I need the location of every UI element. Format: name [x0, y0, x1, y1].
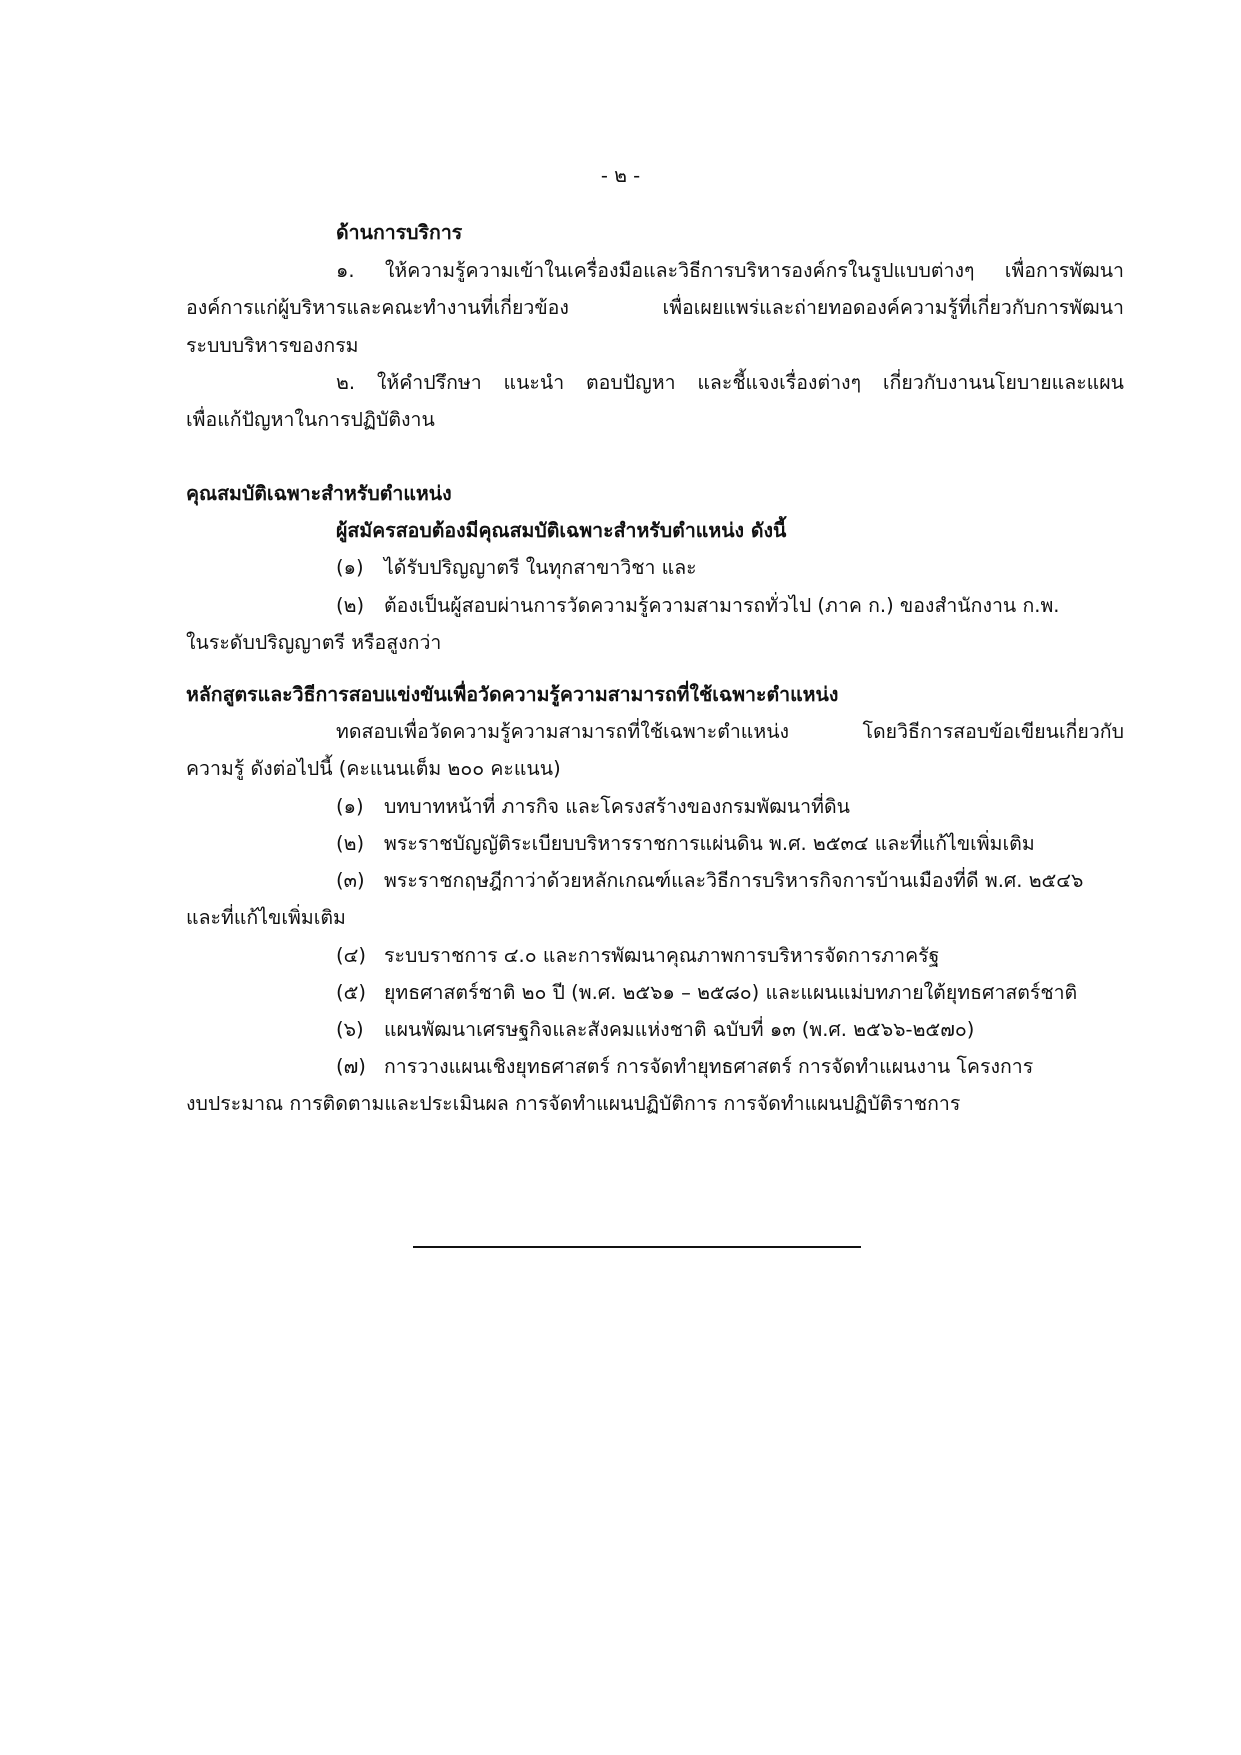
qualification-item-1: [336, 553, 697, 583]
exam-item-7-text: การวางแผนเชิงยุทธศาสตร์ การจัดทำยุทธศาสตร์ การจัดทำแผนงาน โครงการ: [384, 1055, 1034, 1078]
exam-item-6-number: (๖): [336, 1018, 364, 1041]
exam-item-6: [336, 1015, 974, 1045]
exam-item-7-continuation: งบประมาณ การติดตามและประเมินผล การจัดทำแผนปฏิบัติการ การจัดทำแผนปฏิบัติราชการ: [186, 1092, 961, 1115]
exam-item-1: [336, 792, 850, 822]
services-heading: ด้านการบริการ: [336, 221, 463, 244]
exam-item-4-number: (๔): [336, 944, 366, 967]
services-item-2-line-1: ๒. ให้คำปรึกษา แนะนำ ตอบปัญหา และชี้แจงเรื่องต่างๆ เกี่ยวกับงานนโยบายและแผน: [336, 371, 1124, 394]
exam-item-5-text: ยุทธศาสตร์ชาติ ๒๐ ปี (พ.ศ. ๒๕๖๑ – ๒๕๘๐) และแผนแม่บทภายใต้ยุทธศาสตร์ชาติ: [384, 981, 1078, 1004]
exam-item-3-text: พระราชกฤษฎีกาว่าด้วยหลักเกณฑ์และวิธีการบริหารกิจการบ้านเมืองที่ดี พ.ศ. ๒๕๔๖: [384, 869, 1084, 892]
exam-item-1-number: (๑): [336, 795, 364, 818]
qualification-item-1-number: (๑): [336, 556, 364, 579]
exam-item-4: [336, 941, 939, 971]
exam-item-2-text: พระราชบัญญัติระเบียบบริหารราชการแผ่นดิน พ.ศ. ๒๕๓๔ และที่แก้ไขเพิ่มเติม: [384, 832, 1035, 855]
qualification-item-2-text: ต้องเป็นผู้สอบผ่านการวัดความรู้ความสามารถทั่วไป (ภาค ก.) ของสำนักงาน ก.พ.: [384, 594, 1060, 617]
exam-item-3-number: (๓): [336, 869, 365, 892]
exam-item-5: [336, 978, 1077, 1008]
services-item-1-line-3: ระบบบริหารของกรม: [186, 334, 359, 357]
services-item-1-line-1: ๑. ให้ความรู้ความเข้าในเครื่องมือและวิธีการบริหารองค์กรในรูปแบบต่างๆ เพื่อการพัฒนา: [336, 259, 1124, 282]
qualifications-subheading: ผู้สมัครสอบต้องมีคุณสมบัติเฉพาะสำหรับตำแหน่ง ดังนี้: [336, 519, 787, 542]
exam-item-4-text: ระบบราชการ ๔.๐ และการพัฒนาคุณภาพการบริหารจัดการภาครัฐ: [384, 944, 940, 967]
qualification-item-2: [336, 591, 1060, 621]
exam-intro-line-2: ความรู้ ดังต่อไปนี้ (คะแนนเต็ม ๒๐๐ คะแนน): [186, 757, 561, 780]
exam-heading: หลักสูตรและวิธีการสอบแข่งขันเพื่อวัดความรู้ความสามารถที่ใช้เฉพาะตำแหน่ง: [186, 683, 839, 706]
end-of-document-rule: [413, 1246, 861, 1248]
qualification-item-2-line-2: ในระดับปริญญาตรี หรือสูงกว่า: [186, 631, 442, 654]
exam-item-6-text: แผนพัฒนาเศรษฐกิจและสังคมแห่งชาติ ฉบับที่ ๑๓ (พ.ศ. ๒๕๖๖-๒๕๗๐): [384, 1018, 975, 1041]
qualification-item-2-number: (๒): [336, 594, 365, 617]
exam-item-7: [336, 1052, 1033, 1082]
exam-item-2: [336, 829, 1035, 859]
exam-intro-line-1: ทดสอบเพื่อวัดความรู้ความสามารถที่ใช้เฉพาะตำแหน่ง โดยวิธีการสอบข้อเขียนเกี่ยวกับ: [336, 720, 1124, 743]
exam-item-3: [336, 866, 1083, 896]
page-number: - ๒ -: [600, 164, 641, 187]
exam-item-2-number: (๒): [336, 832, 365, 855]
exam-item-1-text: บทบาทหน้าที่ ภารกิจ และโครงสร้างของกรมพัฒนาที่ดิน: [384, 795, 850, 818]
services-item-1-line-2: องค์การแก่ผู้บริหารและคณะทำงานที่เกี่ยวข้อง เพื่อเผยแพร่และถ่ายทอดองค์ความรู้ที่เกี่ยวกับการพัฒนา: [186, 296, 1124, 319]
exam-item-7-number: (๗): [336, 1055, 366, 1078]
exam-item-3-continuation: และที่แก้ไขเพิ่มเติม: [186, 906, 346, 929]
exam-item-5-number: (๕): [336, 981, 366, 1004]
qualification-item-1-text: ได้รับปริญญาตรี ในทุกสาขาวิชา และ: [384, 556, 697, 579]
qualifications-heading: คุณสมบัติเฉพาะสำหรับตำแหน่ง: [186, 482, 452, 505]
services-item-2-line-2: เพื่อแก้ปัญหาในการปฏิบัติงาน: [186, 408, 435, 431]
